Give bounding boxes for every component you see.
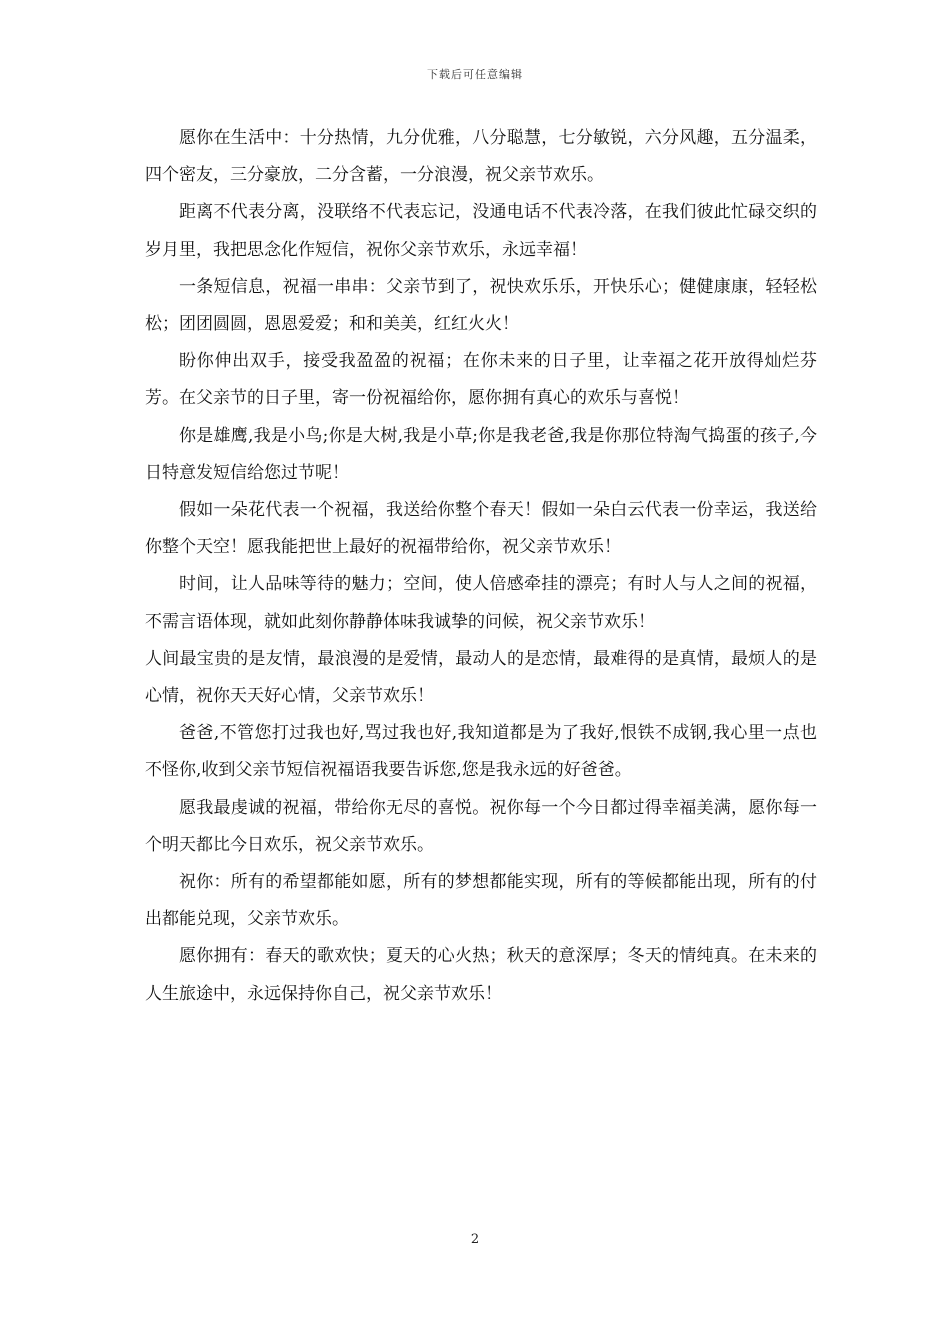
paragraph: 人间最宝贵的是友情，最浪漫的是爱情，最动人的是恋情，最难得的是真情，最烦人的是心情，祝你天天好心情，父亲节欢乐！ [145, 648, 817, 707]
page-number: 2 [470, 1232, 480, 1247]
paragraph: 爸爸,不管您打过我也好,骂过我也好,我知道都是为了我好,恨铁不成钢,我心里一点也不怪你,收到父亲节短信祝福语我要告诉您,您是我永远的好爸爸。 [145, 723, 817, 781]
paragraph: 盼你伸出双手，接受我盈盈的祝福；在你未来的日子里，让幸福之花开放得灿烂芬芳。在父亲节的日子里，寄一份祝福给你，愿你拥有真心的欢乐与喜悦！ [145, 351, 817, 409]
paragraph: 你是雄鹰,我是小鸟;你是大树,我是小草;你是我老爸,我是你那位特淘气捣蛋的孩子,今日特意发短信给您过节呢！ [145, 425, 817, 483]
paragraph: 愿我最虔诚的祝福，带给你无尽的喜悦。祝你每一个今日都过得幸福美满，愿你每一个明天都比今日欢乐，祝父亲节欢乐。 [145, 797, 817, 855]
paragraph: 时间，让人品味等待的魅力；空间，使人倍感牵挂的漂亮；有时人与人之间的祝福，不需言语体现，就如此刻你静静体味我诚挚的问候，祝父亲节欢乐！ [145, 574, 817, 632]
document-body [145, 120, 817, 1013]
paragraph: 距离不代表分离，没联络不代表忘记，没通电话不代表冷落，在我们彼此忙碌交织的岁月里，我把思念化作短信，祝你父亲节欢乐，永远幸福！ [145, 202, 817, 260]
paragraph: 愿你在生活中：十分热情，九分优雅，八分聪慧，七分敏锐，六分风趣，五分温柔，四个密友，三分豪放，二分含蓄，一分浪漫，祝父亲节欢乐。 [145, 128, 817, 186]
paragraph: 假如一朵花代表一个祝福，我送给你整个春天！假如一朵白云代表一份幸运，我送给你整个天空！愿我能把世上最好的祝福带给你，祝父亲节欢乐！ [145, 500, 817, 558]
paragraph: 一条短信息，祝福一串串：父亲节到了，祝快欢乐乐，开快乐心；健健康康，轻轻松松；团团圆圆，恩恩爱爱；和和美美，红红火火！ [145, 276, 817, 335]
paragraph: 愿你拥有：春天的歌欢快；夏天的心火热；秋天的意深厚；冬天的情纯真。在未来的人生旅途中，永远保持你自己，祝父亲节欢乐！ [145, 946, 817, 1004]
paragraph: 祝你：所有的希望都能如愿，所有的梦想都能实现，所有的等候都能出现，所有的付出都能兑现，父亲节欢乐。 [145, 872, 817, 930]
page-header: 下载后可任意编辑 [427, 68, 523, 81]
